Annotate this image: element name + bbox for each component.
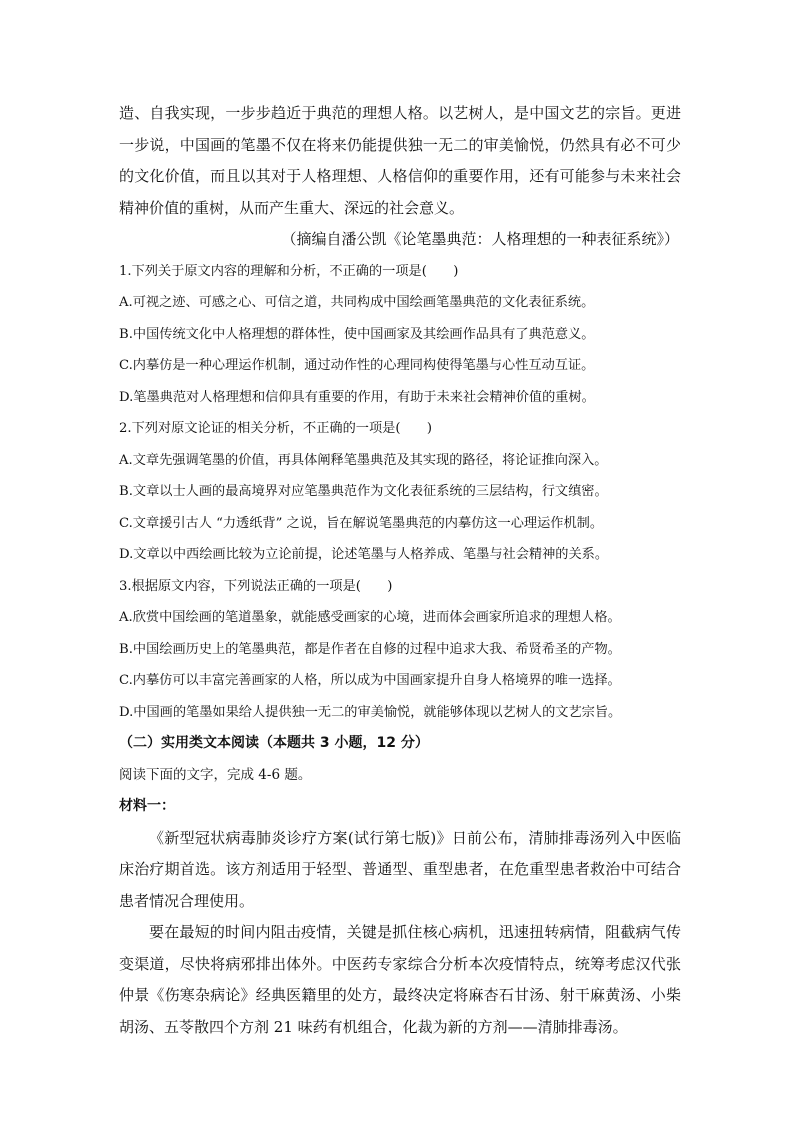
option-d: D.文章以中西绘画比较为立论前提，论述笔墨与人格养成、笔墨与社会精神的关系。 — [119, 547, 609, 562]
question-1 — [119, 256, 681, 414]
option-a: A.文章先强调笔墨的价值，再具体阐释笔墨典范及其实现的路径，将论证推向深入。 — [119, 452, 608, 468]
option-b: B.中国传统文化中人格理想的群体性，使中国画家及其绘画作品具有了典范意义。 — [119, 326, 595, 342]
intro-paragraph: 造、自我实现，一步步趋近于典范的理想人格。以艺树人，是中国文艺的宗旨。更进一步说，中国画的笔墨不仅在将来仍能提供独一无二的审美愉悦，仍然具有必不可少的文化价值，而且以其对于人格理想、人格信仰的重要作用，还有可能参与未来社会精神价值的重树，从而产生重大、深远的社会意义。 — [119, 104, 681, 217]
option-c: C.文章援引古人 “力透纸背” 之说，旨在解说笔墨典范的内摹仿这一心理运作机制。 — [119, 515, 604, 531]
material-label: 材料一： — [119, 798, 175, 814]
question-stem: 2.下列对原文论证的相关分析，不正确的一项是( ) — [119, 421, 432, 436]
option-d: D.笔墨典范对人格理想和信仰具有重要的作用，有助于未来社会精神价值的重树。 — [119, 389, 595, 405]
instruction-text: 阅读下面的文字，完成 4-6 题。 — [119, 766, 312, 783]
option-b: B.文章以士人画的最高境界对应笔墨典范作为文化表征系统的三层结构，行文缜密。 — [119, 484, 608, 499]
section-heading: （二）实用类文本阅读（本题共 3 小题，12 分） — [119, 735, 429, 751]
option-b: B.中国绘画历史上的笔墨典范，都是作者在自修的过程中追求大我、希贤希圣的产物。 — [119, 641, 621, 657]
material-paragraph-2: 要在最短的时间内阻击疫情，关键是抓住核心病机，迅速扭转病情，阻截病气传变渠道，尽快将病邪排出体外。中医药专家综合分析本次疫情特点，统筹考虑汉代张仲景《伤寒杂病论》经典医籍里的处方，最终决定将麻杏石甘汤、射干麻黄汤、小柴胡汤、五苓散四个方剂 21 味药有机组合，化裁为新的方剂——清肺排毒汤。 — [119, 923, 681, 1036]
question-2 — [119, 413, 681, 571]
option-a: A.可视之迹、可感之心、可信之道，共同构成中国绘画笔墨典范的文化表征系统。 — [119, 295, 595, 310]
option-d: D.中国画的笔墨如果给人提供独一无二的审美愉悦，就能够体现以艺树人的文艺宗旨。 — [119, 704, 622, 720]
source-citation: （摘编自潘公凯《论笔墨典范：人格理想的一种表征系统》） — [281, 230, 679, 248]
question-stem: 1.下列关于原文内容的理解和分析，不正确的一项是( ) — [119, 263, 459, 279]
option-c: C.内摹仿是一种心理运作机制，通过动作性的心理同构使得笔墨与心性互动互证。 — [119, 358, 595, 373]
question-stem: 3.根据原文内容，下列说法正确的一项是( ) — [119, 578, 393, 594]
material-paragraph-1: 《新型冠状病毒肺炎诊疗方案(试行第七版)》日前公布，清肺排毒汤列入中医临床治疗期首选。该方剂适用于轻型、普通型、重型患者，在危重型患者救治中可结合患者情况合理使用。 — [119, 828, 681, 910]
option-c: C.内摹仿可以丰富完善画家的人格，所以成为中国画家提升自身人格境界的唯一选择。 — [119, 673, 621, 688]
page-content — [119, 98, 681, 1043]
option-a: A.欣赏中国绘画的笔道墨象，就能感受画家的心境，进而体会画家所追求的理想人格。 — [119, 610, 621, 625]
question-3 — [119, 571, 681, 729]
